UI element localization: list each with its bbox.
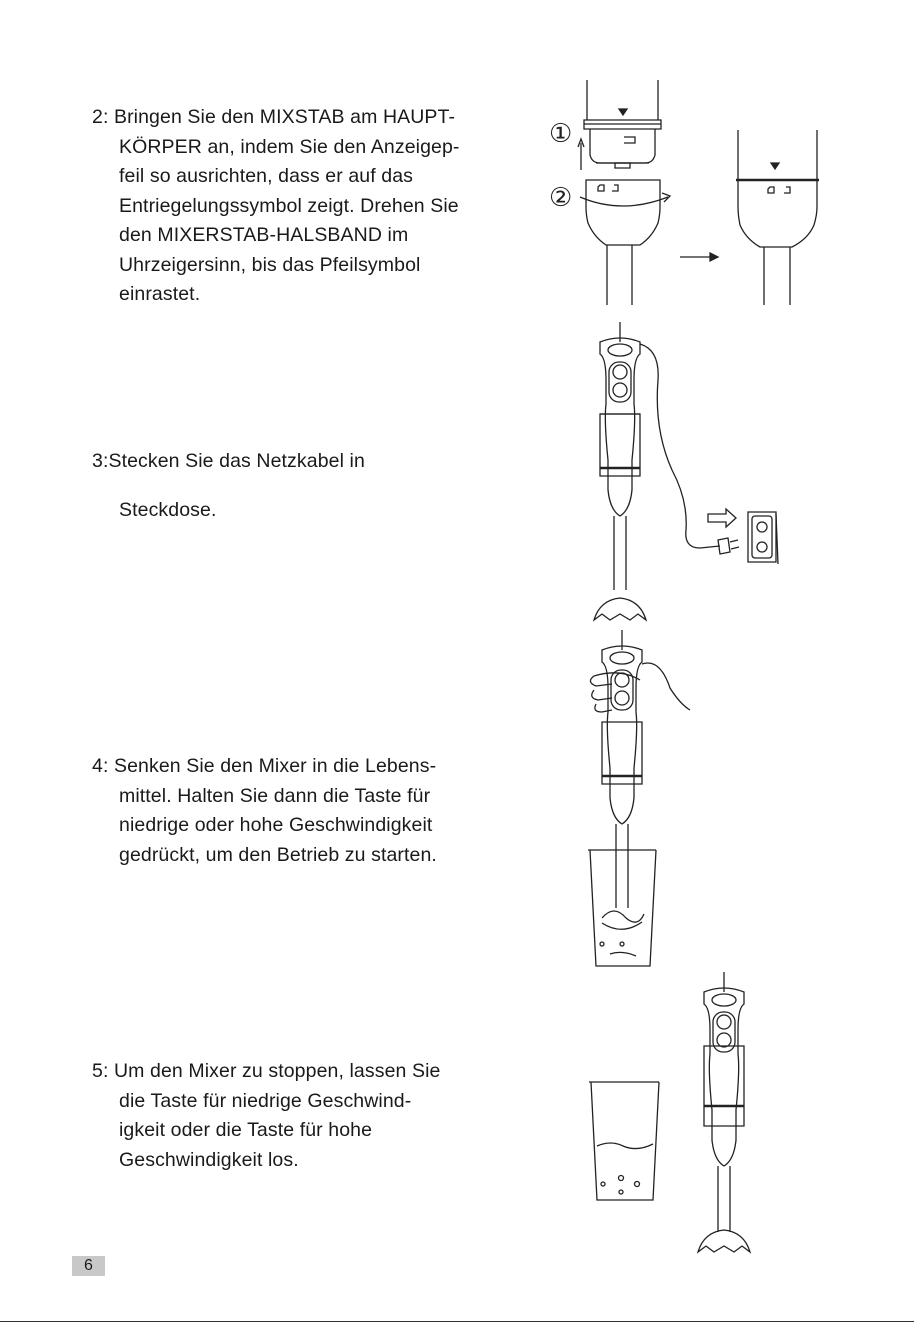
plug-icon (718, 538, 739, 554)
shaft-collar-left (586, 180, 660, 245)
step-2-line: einrastet. (119, 283, 201, 305)
hand-icon (590, 663, 690, 712)
beaker-icon (589, 1082, 659, 1200)
hand-blender-body (698, 972, 750, 1252)
marker-one-label: ① (549, 119, 573, 149)
step-2-line: den MIXERSTAB-HALSBAND im (119, 224, 409, 246)
step-2-text (92, 103, 460, 310)
step-2-line: feil so ausrichten, dass er auf das (119, 165, 413, 187)
step-4-line: mittel. Halten Sie dann die Taste für (119, 784, 431, 807)
step-2-line: 2: Bringen Sie den MIXSTAB am HAUPT- (92, 106, 456, 128)
plug-in-illustration (580, 320, 785, 625)
step-2-line: Entriegelungssymbol zeigt. Drehen Sie (119, 194, 459, 217)
step-5-line: igkeit oder die Taste für hohe (119, 1119, 373, 1141)
page-number: 6 (72, 1256, 105, 1276)
stop-blender-illustration (585, 970, 760, 1255)
step-3-line: Steckdose. (119, 499, 217, 521)
step-4-text (92, 752, 437, 870)
attach-shaft-illustration (540, 75, 840, 310)
rotate-arrow-icon (580, 197, 668, 206)
bottom-rule (0, 1321, 914, 1322)
operate-blender-illustration (580, 628, 700, 973)
marker-two-label: ② (549, 183, 573, 213)
step-5-line: 5: Um den Mixer zu stoppen, lassen Sie (92, 1060, 441, 1082)
step-5-line: die Taste für niedrige Geschwind- (119, 1089, 412, 1112)
assembled-body-right (736, 130, 819, 305)
step-2-line: Uhrzeigersinn, bis das Pfeilsymbol (119, 253, 421, 276)
motor-body-left (584, 80, 661, 129)
hand-blender-body (594, 322, 646, 620)
step-2-line: KÖRPER an, indem Sie den Anzeigep- (119, 135, 460, 158)
step-4-line: gedrückt, um den Betrieb zu starten. (119, 843, 437, 866)
step-5-line: Geschwindigkeit los. (119, 1148, 299, 1171)
step-3-text (92, 437, 365, 535)
hand-blender-body (602, 630, 642, 908)
insert-arrow-icon (708, 509, 736, 527)
step-5-text (92, 1057, 440, 1175)
beaker-icon (588, 850, 656, 966)
down-arrow-icon (619, 109, 627, 115)
coupling-left (590, 129, 655, 168)
step-4-line: niedrige oder hohe Geschwindigkeit (119, 814, 433, 836)
wall-outlet-icon (748, 512, 778, 564)
step-3-line: 3:Stecken Sie das Netzkabel in (92, 450, 365, 472)
step-4-line: 4: Senken Sie den Mixer in die Lebens- (92, 755, 437, 777)
